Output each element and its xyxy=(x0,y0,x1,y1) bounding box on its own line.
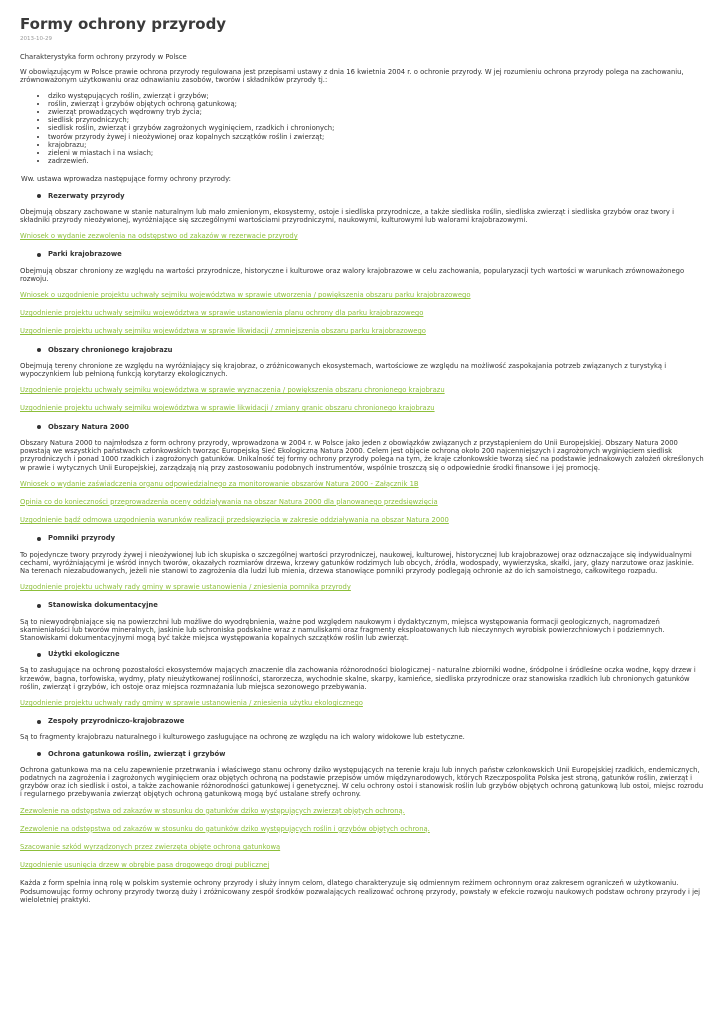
link-ochk-likwidacja[interactable]: Uzgodnienie projektu uchwały sejmiku województwa w sprawie likwidacji / zmiany granic obszaru chronionego krajobrazu xyxy=(20,404,435,413)
section-text-uzytki: Są to zasługujące na ochronę pozostałości ekosystemów mających znaczenie dla zachowania różnorodności biologicznej - naturalne zbiorniki wodne, śródpolne i śródleśne oczka wodne, kępy drzew i krzewów, bagna, torfowiska, wydmy, płaty nieużytkowanej roślinności, starorzecza, wychodnie skalne, skarpy, kamieńce, siedliska przyrodnicze oraz stanowiska rzadkich lub chronionych gatunków roślin, zwierząt i grzybów, ich ostoje oraz miejsca rozmnażania lub miejsca sezonowego przebywania. xyxy=(20,666,696,691)
link-park-plan-ochrony[interactable]: Uzgodnienie projektu uchwały sejmiku województwa w sprawie ustanowienia planu ochrony dla parku krajobrazowego xyxy=(20,309,424,318)
link-ochk-wyznaczenie[interactable]: Uzgodnienie projektu uchwały sejmiku województwa w sprawie wyznaczenia / powiększenia obszaru chronionego krajobrazu xyxy=(20,386,445,395)
section-title-rezerwaty: Rezerwaty przyrody xyxy=(20,192,705,200)
list-item: • zadrzewień. xyxy=(48,157,705,165)
section-text-natura-2000: Obszary Natura 2000 to najmłodsza z form ochrony przyrody, wprowadzona w 2004 r. w Polsce jako jeden z obowiązków związanych z przystąpieniem do Unii Europejskiej. Obszary Natura 2000 powstają we wszystkich państwach członkowskich tworząc Europejską Sieć Ekologiczną Natura 2000. Celem jest objęcie ochroną około 200 najcenniejszych i zagrożonych wyginięciem siedlisk przyrodniczych i ponad 1000 rzadkich i zagrożonych gatunków. Unikalność tej formy ochrony przyrody polega na tym, że kraje członkowskie tworzą sieć na podstawie jednakowych założeń określonych w prawie i wytycznych Unii Europejskiej, zarządzają nią przy zastosowaniu podobnych instrumentów, wspólnie troszczą się o odpowiednie środki finansowe i jej promocję. xyxy=(20,438,704,472)
section-title-uzytki: Użytki ekologiczne xyxy=(20,650,705,658)
section-title-natura-2000: Obszary Natura 2000 xyxy=(20,423,705,431)
section-title-stanowiska: Stanowiska dokumentacyjne xyxy=(20,601,705,609)
link-natura-uzgodnienie[interactable]: Uzgodnienie bądź odmowa uzgodnienia warunków realizacji przedsięwzięcia w zakresie oddziaływania na obszar Natura 2000 xyxy=(20,516,449,525)
link-szacowanie-szkod[interactable]: Szacowanie szkód wyrządzonych przez zwierzęta objęte ochroną gatunkową xyxy=(20,842,281,851)
intro-heading-line: Charakterystyka form ochrony przyrody w Polsce xyxy=(20,53,187,61)
link-natura-zaswiadczenie[interactable]: Wniosek o wydanie zaświadczenia organu odpowiedzialnego za monitorowanie obszarów Natura 2000 - Załącznik 1B xyxy=(20,479,419,488)
page-title: Formy ochrony przyrody xyxy=(20,15,227,33)
link-park-likwidacja[interactable]: Uzgodnienie projektu uchwały sejmiku województwa w sprawie likwidacji / zmniejszenia obszaru parku krajobrazowego xyxy=(20,327,426,336)
section-text-parki: Obejmują obszar chroniony ze względu na wartości przyrodnicze, historyczne i kulturowe oraz walory krajobrazowe w celu zachowania, popularyzacji tych wartości w warunkach zrównoważonego rozwoju. xyxy=(20,266,685,283)
protected-elements-list xyxy=(20,92,705,166)
link-zwierzeta-odstepstwa[interactable]: Zezwolenie na odstępstwa od zakazów w stosunku do gatunków dziko występujących zwierząt objętych ochroną. xyxy=(20,806,405,815)
section-title-zespoly: Zespoły przyrodniczo-krajobrazowe xyxy=(20,717,705,725)
link-rezerwat-zezwolenie[interactable]: Wniosek o wydanie zezwolenia na odstępstwo od zakazów w rezerwacie przyrody xyxy=(20,232,298,241)
forms-intro: Ww. ustawa wprowadza następujące formy ochrony przyrody: xyxy=(21,175,231,184)
list-item: • siedlisk przyrodniczych; xyxy=(48,116,705,124)
section-text-stanowiska: Są to niewyodrębniające się na powierzchni lub możliwe do wyodrębnienia, ważne pod względem naukowym i dydaktycznym, miejsca występowania formacji geologicznych, nagromadzeń skamieniałości lub tworów mineralnych, jaskinie lub schroniska podskalne wraz z namuliskami oraz fragmenty eksploatowanych lub nieczynnych wyrobisk powierzchniowych i podziemnych. Stanowiskami dokumentacyjnymi mogą być także miejsca występowania kopalnych szczątków roślin lub zwierząt. xyxy=(20,617,665,642)
link-rosliny-odstepstwa[interactable]: Zezwolenie na odstępstwa od zakazów w stosunku do gatunków dziko występujących roślin i grzybów objętych ochroną. xyxy=(20,824,430,833)
section-text-rezerwaty: Obejmują obszary zachowane w stanie naturalnym lub mało zmienionym, ekosystemy, ostoje i siedliska przyrodnicze, a także siedliska roślin, siedliska zwierząt i siedliska grzybów oraz twory i składniki przyrody nieożywionej, wyróżniające się szczególnymi wartościami przyrodniczymi, naukowymi, kulturowymi lub walorami krajobrazowymi. xyxy=(20,207,674,225)
section-title-pomniki: Pomniki przyrody xyxy=(20,534,705,542)
link-park-utworzenie[interactable]: Wniosek o uzgodnienie projektu uchwały sejmiku województwa w sprawie utworzenia / powiększenia obszaru parku krajobrazowego xyxy=(20,291,471,300)
list-item: • krajobrazu; xyxy=(48,141,705,149)
intro-paragraph: W obowiązującym w Polsce prawie ochrona przyrody regulowana jest przepisami ustawy z dnia 16 kwietnia 2004 r. o ochronie przyrody. W jej rozumieniu ochrona przyrody polega na zachowaniu, zrównoważonym użytkowaniu oraz odnawianiu zasobów, tworów i składników przyrody tj.: xyxy=(20,68,684,85)
section-title-chroniony-krajobraz: Obszary chronionego krajobrazu xyxy=(20,346,705,354)
link-uzytek-uchwala[interactable]: Uzgodnienie projektu uchwały rady gminy w sprawie ustanowienia / zniesienia użytku ekologicznego xyxy=(20,698,363,707)
section-text-ochrona-gatunkowa: Ochrona gatunkowa ma na celu zapewnienie przetrwania i właściwego stanu ochrony dziko występujących na terenie kraju lub innych państw członkowskich Unii Europejskiej rzadkich, endemicznych, podatnych na zagrożenia i zagrożonych wyginięciem oraz objętych ochroną na podstawie przepisów umów międzynarodowych, których Rzeczpospolita Polska jest stroną, gatunków roślin, zwierząt i grzybów oraz ich siedlisk i ostoi, a także zachowanie różnorodności gatunkowej i genetycznej. W celu ochrony ostoi i stanowisk roślin lub grzybów objętych ochroną gatunkową lub ostoi, miejsc rozrodu i regularnego przebywania zwierząt objętych ochroną gatunkową mogą być ustalane strefy ochrony. xyxy=(20,765,704,799)
list-item: • tworów przyrody żywej i nieożywionej oraz kopalnych szczątków roślin i zwierząt; xyxy=(48,133,705,141)
link-usuniecie-drzew[interactable]: Uzgodnienie usunięcia drzew w obrębie pasa drogowego drogi publicznej xyxy=(20,861,270,870)
section-text-chroniony-krajobraz: Obejmują tereny chronione ze względu na wyróżniający się krajobraz, o zróżnicowanych ekosystemach, wartościowe ze względu na możliwość zaspokajania potrzeb związanych z turystyką i wypoczynkiem lub pełnioną funkcją korytarzy ekologicznych. xyxy=(20,361,667,379)
link-natura-opinia[interactable]: Opinia co do konieczności przeprowadzenia oceny oddziaływania na obszar Natura 2000 dla planowanego przedsięwzięcia xyxy=(20,497,438,506)
link-pomnik-uchwala[interactable]: Uzgodnienie projektu uchwały rady gminy w sprawie ustanowienia / zniesienia pomnika przyrody xyxy=(20,583,351,592)
section-title-parki: Parki krajobrazowe xyxy=(20,250,705,258)
list-item: • zieleni w miastach i na wsiach; xyxy=(48,149,705,157)
list-item: • siedlisk roślin, zwierząt i grzybów zagrożonych wyginięciem, rzadkich i chronionych; xyxy=(48,124,705,132)
publish-date: 2013-10-29 xyxy=(20,36,52,42)
section-text-zespoly: Są to fragmenty krajobrazu naturalnego i kulturowego zasługujące na ochronę ze względu na ich walory widokowe lub estetyczne. xyxy=(20,733,465,742)
section-text-pomniki: To pojedyncze twory przyrody żywej i nieożywionej lub ich skupiska o szczególnej wartości przyrodniczej, naukowej, kulturowej, historycznej lub krajobrazowej oraz odznaczające się indywidualnymi cechami, wyróżniającymi je wśród innych tworów, okazałych rozmiarów drzewa, krzewy gatunków rodzimych lub obcych, źródła, wodospady, wywierzyska, skałki, jary, głazy narzutowe oraz jaskinie. Na terenach niezabudowanych, jeżeli nie stanowi to zagrożenia dla ludzi lub mienia, drzewa stanowiące pomniki przyrody podlegają ochronie aż do ich samoistnego, całkowitego rozpadu. xyxy=(20,550,694,575)
section-title-ochrona-gatunkowa: Ochrona gatunkowa roślin, zwierząt i grzybów xyxy=(20,750,705,758)
list-item: • dziko występujących roślin, zwierząt i grzybów; xyxy=(48,92,705,100)
list-item: • roślin, zwierząt i grzybów objętych ochroną gatunkową; xyxy=(48,100,705,108)
closing-paragraph: Każda z form spełnia inną rolę w polskim systemie ochrony przyrody i służy innym celom, dlatego charakteryzuje się odmiennym reżimem ochronnym oraz zakresem ograniczeń w użytkowaniu. Podsumowując formy ochrony przyrody tworzą duży i zróżnicowany zespół środków pozwalających realizować ochronę przyrody, powstały w efekcie rozwoju naukowych podstaw ochrony przyrody i jej wieloletniej praktyki. xyxy=(20,879,701,904)
list-item: • zwierząt prowadzących wędrowny tryb życia; xyxy=(48,108,705,116)
